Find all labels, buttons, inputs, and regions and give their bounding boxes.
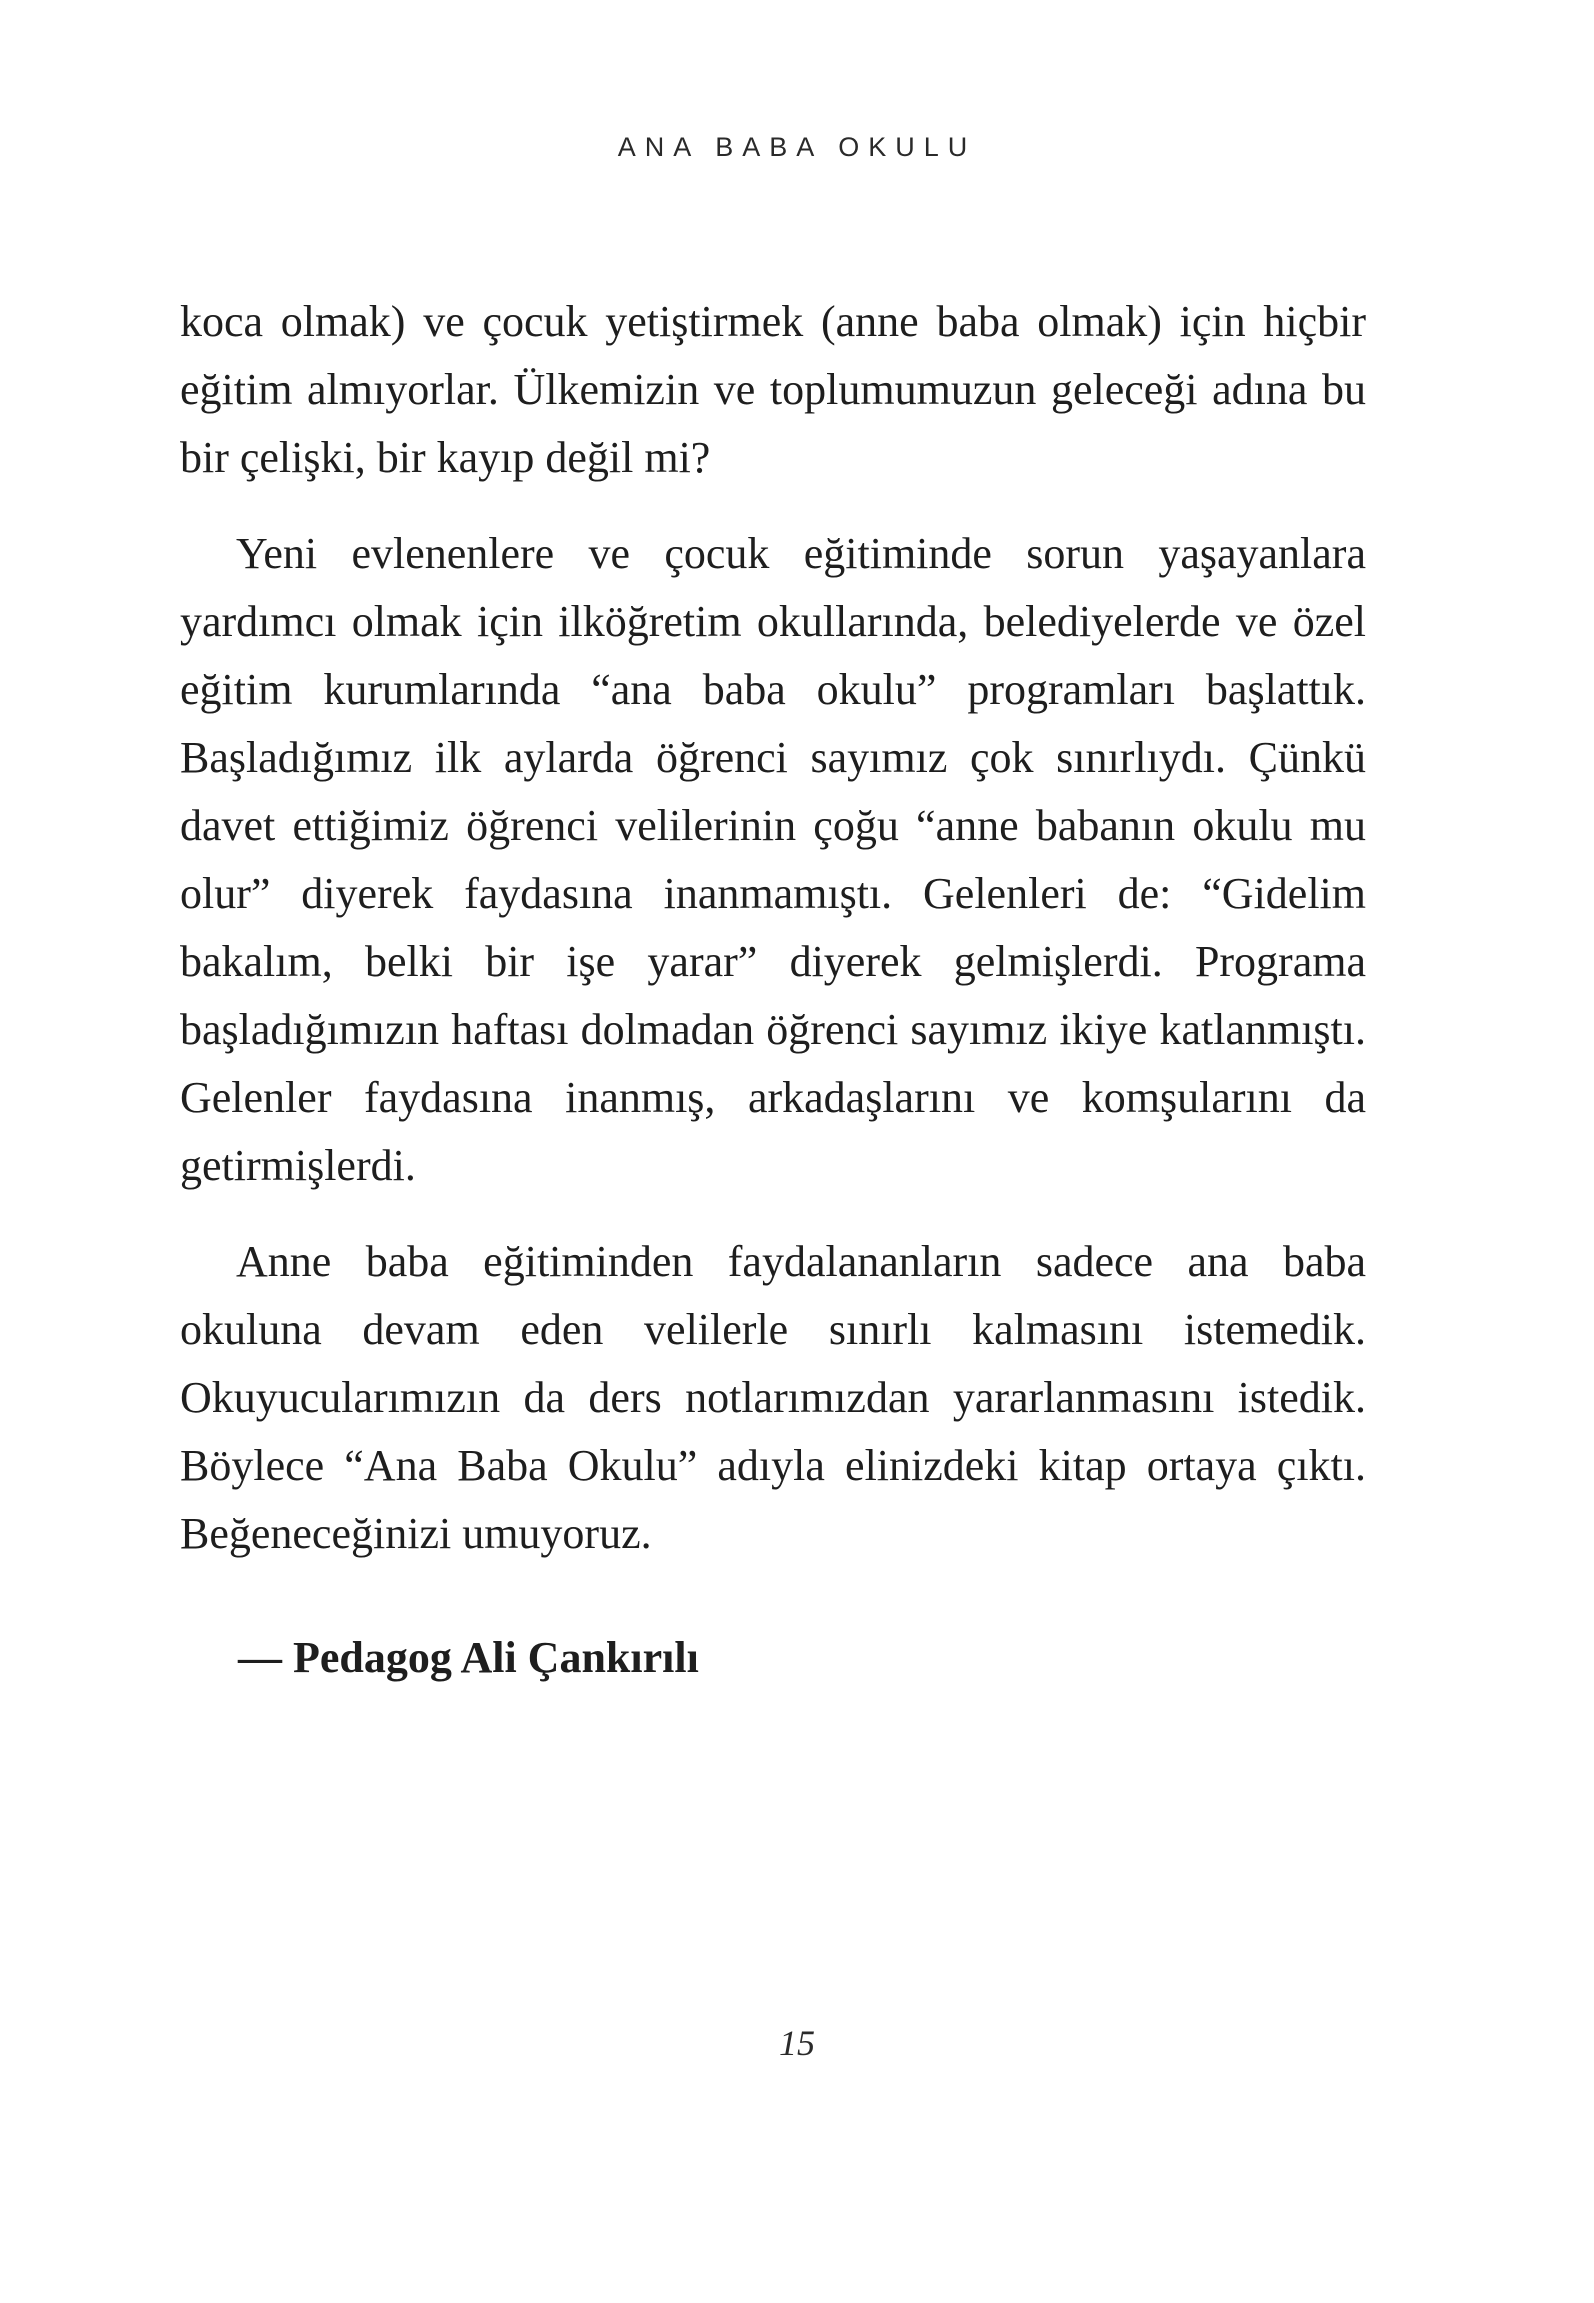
page-number: 15	[779, 2023, 815, 2063]
running-header: ANA BABA OKULU	[617, 132, 977, 162]
author-signature: — Pedagog Ali Çankırılı	[238, 1633, 699, 1682]
paragraph-continuation: koca olmak) ve çocuk yetiştirmek (anne baba olmak) için hiçbir eğitim almıyorlar. Ülkemizin ve toplumumuzun geleceği adına bu bir çelişki, bir kayıp değil mi?	[180, 297, 1366, 482]
paragraph-book-origin: Anne baba eğitiminden faydalananların sadece ana baba okuluna devam eden velilerle sınırlı kalmasını istemedik. Okuyucularımızın da ders notlarımızdan yararlanmasını istedik. Böylece “Ana Baba Okulu” adıyla elinizdeki kitap ortaya çıktı. Beğeneceğinizi umuyoruz.	[180, 1237, 1366, 1558]
paragraph-programs: Yeni evlenenlere ve çocuk eğitiminde sorun yaşayanlara yardımcı olmak için ilköğretim okullarında, belediyelerde ve özel eğitim kurumlarında “ana baba okulu” programları başlattık. Başladığımız ilk aylarda öğrenci sayımız çok sınırlıydı. Çünkü davet ettiğimiz öğrenci velilerinin çoğu “anne babanın okulu mu olur” diyerek faydasına inanmamıştı. Gelenleri de: “Gidelim bakalım, belki bir işe yarar” diyerek gelmişlerdi. Programa başladığımızın haftası dolmadan öğrenci sayımız ikiye katlanmıştı. Gelenler faydasına inanmış, arkadaşlarını ve komşularını da getirmişlerdi.	[180, 529, 1366, 1190]
body-text	[180, 288, 1366, 1596]
